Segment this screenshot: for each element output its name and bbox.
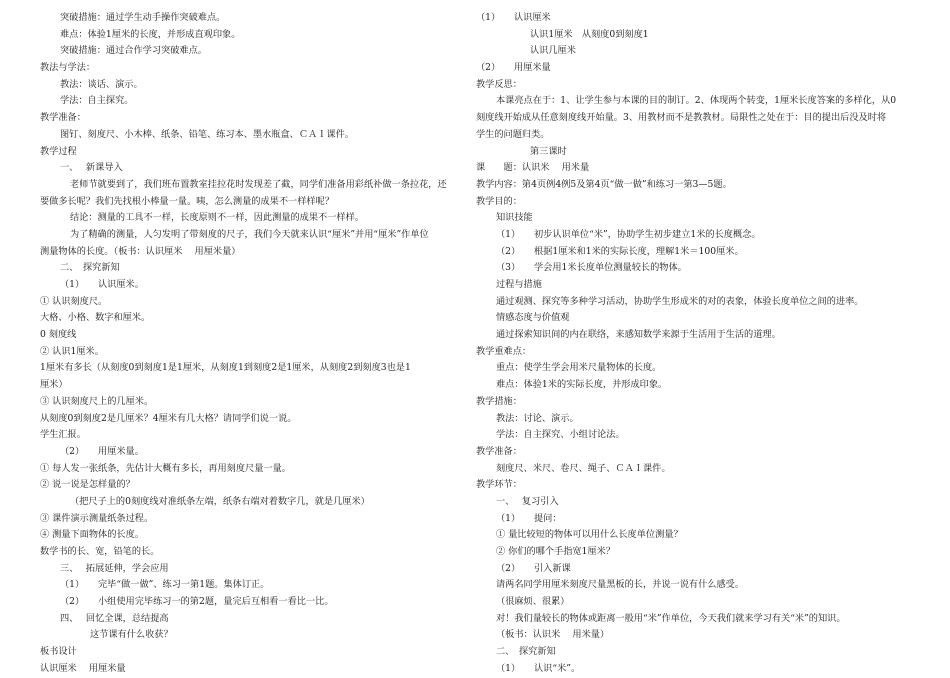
left-text-column <box>40 10 472 678</box>
text-line: 认识厘米 用厘米量 <box>40 662 126 674</box>
text-line: （1） 认识厘米 <box>476 12 551 23</box>
text-line: 教学目的： <box>476 195 522 207</box>
text-line: 教法：谈话、演示。 <box>60 78 143 90</box>
text-line: ② 说一说是怎样量的？ <box>40 479 135 491</box>
text-line: 0 刻度线 <box>40 329 77 341</box>
text-line: 教学环节： <box>476 479 522 491</box>
text-line: 教学过程 <box>40 145 77 157</box>
text-line: （板书：认识米 用米量） <box>496 629 610 641</box>
text-line: 厘米） <box>40 379 68 391</box>
text-line: （2） 引入新课 <box>496 562 571 574</box>
text-line: 要做多长呢？我们先找根小棒量一量。咦，怎么测量的成果不一样样呢？ <box>40 195 334 207</box>
text-line: 学法：自主探究。 <box>60 95 134 107</box>
text-line: 板书设计 <box>40 646 77 658</box>
text-line: 情感态度与价值观 <box>496 312 570 324</box>
text-line: 对！我们量较长的物体或距离一般用“米”作单位，今天我们就来学习有关“米”的知识。 <box>496 612 846 624</box>
text-line: 难点：体验1厘米的长度，并形成直观印象。 <box>60 28 241 40</box>
text-line: 刻度尺、米尺、卷尺、绳子、ＣＡＩ课件。 <box>496 462 671 474</box>
text-line: 从刻度0到刻度2是几厘米？4厘米有几大格？请同学们说一说。 <box>40 412 297 424</box>
text-line: （把尺子上的0刻度线对准纸条左端，纸条右端对着数字几，就是几厘米） <box>70 495 370 507</box>
right-text-column <box>476 10 916 678</box>
text-line: 教学措施： <box>476 395 522 407</box>
text-line: 二、 探究新知 <box>496 646 556 658</box>
text-line: 大格、小格、数字和厘米。 <box>40 312 151 324</box>
text-line: 教学准备： <box>476 445 522 457</box>
text-line: 教法与学法： <box>40 62 96 74</box>
text-line: 1厘米有多长（从刻度0到刻度1是1厘米，从刻度1到刻度2是1厘米，从刻度2到刻度3也是1 <box>40 362 411 374</box>
text-line: （1） 认识“米”。 <box>496 662 581 674</box>
text-line: 难点：体验1米的实际长度，并形成印象。 <box>496 379 668 391</box>
text-line: （2） 根据1厘米和1米的实际长度，理解1米＝100厘米。 <box>496 245 744 257</box>
text-line: 图钉、刻度尺、小木棒、纸条、铅笔、练习本、墨水瓶盒、ＣＡＩ课件。 <box>60 128 354 140</box>
text-line: （1） 提问： <box>496 512 562 524</box>
text-line: ③ 课件演示测量纸条过程。 <box>40 512 154 524</box>
text-line: 测量物体的长度。（板书：认识厘米 用厘米量） <box>40 245 241 257</box>
text-line: ③ 认识刻度尺上的几厘米。 <box>40 395 154 407</box>
text-line: 突破措施：通过合作学习突破难点。 <box>60 45 207 57</box>
text-line: 知识技能 <box>496 212 533 224</box>
text-line: ① 量比较短的物体可以用什么长度单位测量？ <box>496 529 683 541</box>
text-line: 请两名同学用厘米刻度尺量黑板的长，并说一说有什么感受。 <box>496 579 745 591</box>
text-line: （2） 用厘米量。 <box>60 445 144 457</box>
text-line: 结论：测量的工具不一样，长度原则不一样，因此测量的成果不一样样。 <box>70 212 364 224</box>
text-line: 一、 新课导入 <box>60 162 123 174</box>
text-line: （3） 学会用1米长度单位测量较长的物体。 <box>496 262 687 274</box>
text-line: （很麻烦、很累） <box>496 596 570 608</box>
text-line: （1） 完毕“做一做”、练习一第1题。集体订正。 <box>60 579 270 591</box>
text-line: 教学准备： <box>40 112 86 124</box>
text-line: （2） 用厘米量 <box>476 62 551 74</box>
text-line: 四、 回忆全课，总结提高 <box>60 612 169 624</box>
text-line: 第三课时 <box>530 145 567 157</box>
text-line: 通过观测、探究等多种学习活动，协助学生形成米的对的表象，体验长度单位之间的进率。 <box>496 295 864 307</box>
text-line: ① 每人发一张纸条，先估计大概有多长，再用刻度尺量一量。 <box>40 462 291 474</box>
text-line: 通过探索知识间的内在联络，来感知数学来源于生活用于生活的道理。 <box>496 329 781 341</box>
text-line: ④ 测量下面物体的长度。 <box>40 529 144 541</box>
text-line: 教学内容：第4页例4例5及第4页“做一做”和练习一第3—5题。 <box>476 178 732 190</box>
text-line: 二、 探究新知 <box>60 262 120 274</box>
text-line: 课 题：认识米 用米量 <box>476 162 590 174</box>
text-line: 教法：讨论、演示。 <box>496 412 579 424</box>
text-line: 重点：使学生学会用米尺量物体的长度。 <box>496 362 662 374</box>
text-line: ① 认识刻度尺。 <box>40 295 108 307</box>
text-line: 认识1厘米 从刻度0到刻度1 <box>530 28 649 40</box>
text-line: 学生的问题归类。 <box>476 128 550 140</box>
text-line: 过程与措施 <box>496 279 542 290</box>
text-line: 突破措施：通过学生动手操作突破难点。 <box>60 12 226 23</box>
text-line: 这节课有什么收获？ <box>90 629 173 641</box>
text-line: 学生汇报。 <box>40 429 86 441</box>
text-line: 数学书的长、宽，铅笔的长。 <box>40 546 160 557</box>
text-line: ② 你们的哪个手指宽1厘米？ <box>496 546 616 557</box>
text-line: 三、 拓展延伸，学会应用 <box>60 562 169 574</box>
text-line: 本课亮点在于：1、让学生参与本课的目的制订。2、体现两个转变，1厘米长度答案的多样化，从0 <box>496 95 897 107</box>
text-line: 为了精确的测量，人匀发明了带刻度的尺子，我们今天就来认识“厘米”并用“厘米”作单位 <box>70 228 429 240</box>
text-line: （1） 初步认识单位“米”，协助学生初步建立1米的长度概念。 <box>496 228 761 240</box>
text-line: （1） 认识厘米。 <box>60 279 144 290</box>
text-line: 教学反思： <box>476 78 522 90</box>
text-line: 认识几厘米 <box>530 45 576 57</box>
text-line: ② 认识1厘米。 <box>40 345 104 357</box>
text-line: 学法：自主探究、小组讨论法。 <box>496 429 625 441</box>
text-line: 刻度线开始成从任意刻度线开始量。3、用教材而不是教教材。局限性之处在于：目的提出后没及时将 <box>476 112 887 124</box>
text-line: 老师节就要到了，我们班布置教室挂拉花时发现差了截，同学们准备用彩纸补做一条拉花，还 <box>70 178 447 190</box>
text-line: 一、 复习引入 <box>496 495 559 507</box>
text-line: 教学重难点： <box>476 345 532 357</box>
text-line: （2） 小组使用完毕练习一的第2题，量完后互相看一看比一比。 <box>60 596 334 608</box>
